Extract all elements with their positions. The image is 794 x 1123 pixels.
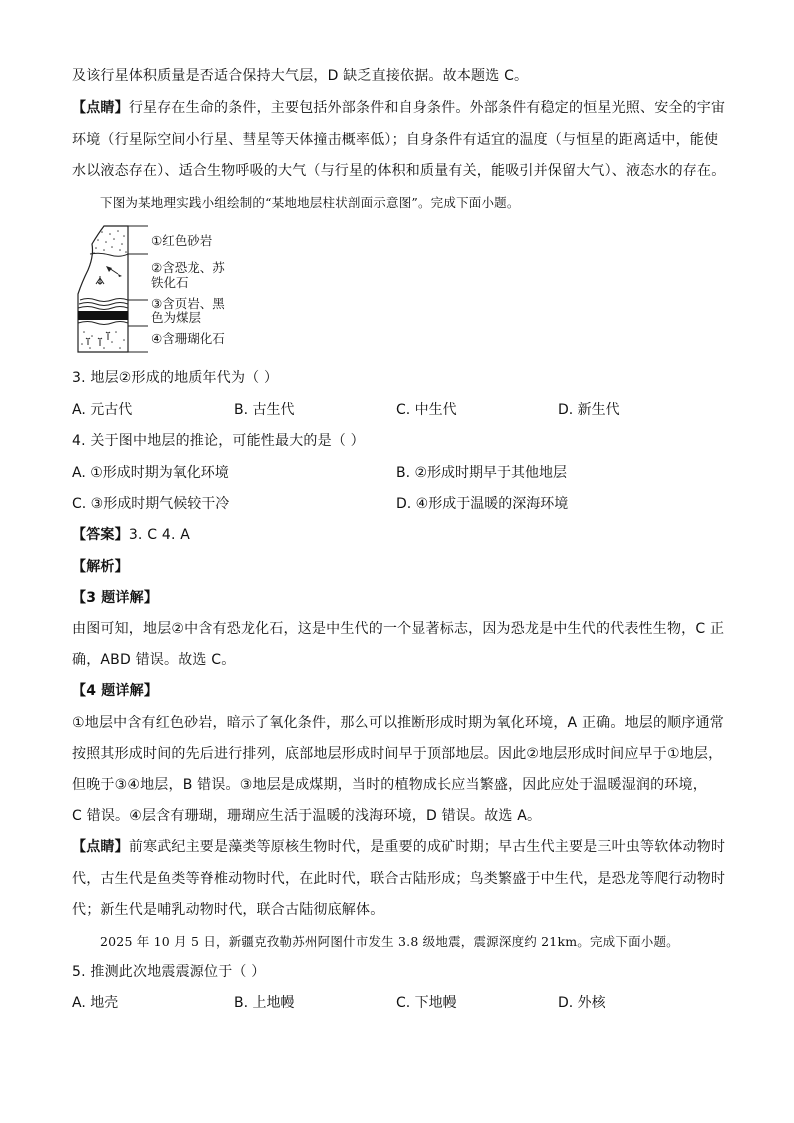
q5-option-b: B. 上地幔 xyxy=(234,995,295,1011)
q3-option-c: C. 中生代 xyxy=(396,402,457,418)
q3-option-d: D. 新生代 xyxy=(558,402,620,418)
text-line xyxy=(72,837,726,857)
q5-option-a: A. 地壳 xyxy=(72,995,119,1011)
strata-column-figure xyxy=(76,222,276,356)
text-line: 代，古生代是鱼类等脊椎动物时代，在此时代，联合古陆形成；鸟类繁盛于中生代，是恐龙等爬行动物时 xyxy=(72,871,726,887)
legend-label-3: ③含页岩、黑 xyxy=(151,296,225,311)
legend-label-2: ②含恐龙、苏 xyxy=(151,260,225,275)
text-span: 前寒武纪主要是藻类等原核生物时代，是重要的成矿时期；早古生代主要是三叶虫等软体动物时 xyxy=(128,839,726,855)
question-4: 4. 关于图中地层的推论，可能性最大的是（ ） xyxy=(72,433,365,449)
text-line: 由图可知，地层②中含有恐龙化石，这是中生代的一个显著标志，因为恐龙是中生代的代表性生物，C 正 xyxy=(72,621,725,637)
legend-label-1: ①红色砂岩 xyxy=(151,233,213,248)
legend-label-4: ④含珊瑚化石 xyxy=(151,331,225,346)
q4-option-d: D. ④形成于温暖的深海环境 xyxy=(396,496,569,512)
q4-option-c: C. ③形成时期气候较干冷 xyxy=(72,496,230,512)
dianjing-tag: 【点睛】 xyxy=(72,100,129,116)
text-line: 按照其形成时间的先后进行排列，底部地层形成时间早于顶部地层。因此②地层形成时间应早于①地层， xyxy=(72,746,723,762)
text-line: 确，ABD 错误。故选 C。 xyxy=(72,652,236,668)
dianjing-tag: 【点睛】 xyxy=(72,839,129,855)
text-line: 及该行星体积质量是否适合保持大气层，D 缺乏直接依据。故本题选 C。 xyxy=(72,68,529,84)
detail-3-tag: 【3 题详解】 xyxy=(72,590,159,606)
legend-label-3b: 色为煤层 xyxy=(151,310,202,325)
question-3: 3. 地层②形成的地质年代为（ ） xyxy=(72,370,279,386)
question-5: 5. 推测此次地震震源位于（ ） xyxy=(72,964,266,980)
q4-option-a: A. ①形成时期为氧化环境 xyxy=(72,465,229,481)
text-line: 环境（行星际空间小行星、彗星等天体撞击概率低）；自身条件有适宜的温度（与恒星的距离适中，能使 xyxy=(72,132,719,148)
text-line: 水以液态存在）、适合生物呼吸的大气（与行星的体积和质量有关，能吸引并保留大气）、液态水的存在。 xyxy=(72,163,726,179)
answer-values: 3. C 4. A xyxy=(128,527,191,543)
text-line xyxy=(72,98,726,118)
text-line: 但晚于③④地层，B 错误。③地层是成煤期，当时的植物成长应当繁盛，因此应处于温暖湿润的环境， xyxy=(72,777,707,793)
intro-line: 下图为某地理实践小组绘制的“某地地层柱状剖面示意图”。完成下面小题。 xyxy=(100,195,520,210)
q4-option-b: B. ②形成时期早于其他地层 xyxy=(396,465,568,481)
q5-option-d: D. 外核 xyxy=(558,995,606,1011)
q3-option-b: B. 古生代 xyxy=(234,402,295,418)
analysis-tag: 【解析】 xyxy=(72,559,129,575)
detail-4-tag: 【4 题详解】 xyxy=(72,683,159,699)
text-span: 行星存在生命的条件，主要包括外部条件和自身条件。外部条件有稳定的恒星光照、安全的宇宙 xyxy=(128,100,726,116)
text-line: C 错误。④层含有珊瑚，珊瑚应生活于温暖的浅海环境，D 错误。故选 A。 xyxy=(72,808,542,824)
q3-option-a: A. 元古代 xyxy=(72,402,133,418)
q5-option-c: C. 下地幔 xyxy=(396,995,457,1011)
text-line: ①地层中含有红色砂岩，暗示了氧化条件，那么可以推断形成时期为氧化环境，A 正确。地层的顺序通常 xyxy=(72,715,724,731)
answer-tag: 【答案】 xyxy=(72,527,129,543)
intro-line: 2025 年 10 月 5 日，新疆克孜勒苏州阿图什市发生 3.8 级地震，震源深度约 21km。完成下面小题。 xyxy=(100,934,679,949)
text-line: 代；新生代是哺乳动物时代，联合古陆彻底解体。 xyxy=(72,902,385,918)
legend-label-2b: 铁化石 xyxy=(151,275,189,290)
answer-line xyxy=(72,525,722,545)
